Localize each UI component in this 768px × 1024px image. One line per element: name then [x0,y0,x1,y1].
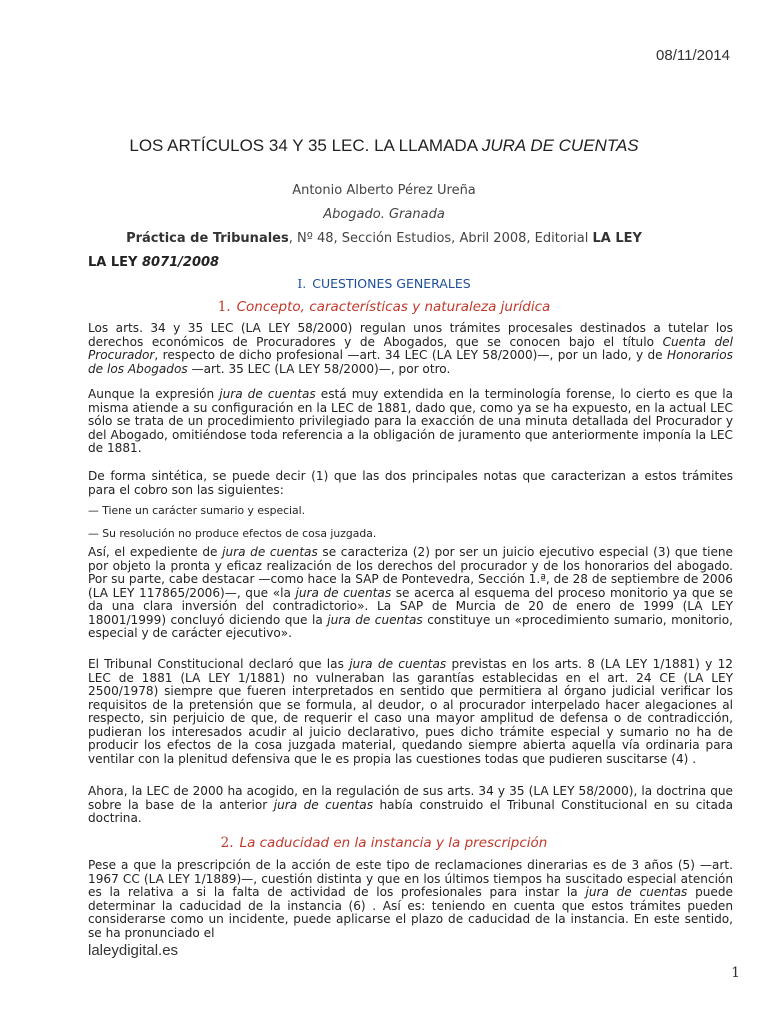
author-name: Antonio Alberto Pérez Ureña [292,183,476,198]
law-reference-prefix: LA LEY [88,255,142,270]
paragraph [88,785,733,826]
paragraph-italic: jura de cuentas [327,612,423,627]
section-heading [0,276,768,291]
paragraph [88,658,733,766]
publication-details: , Nº 48, Sección Estudios, Abril 2008, Editorial [288,231,593,246]
paragraph-text: Aunque la expresión [88,387,220,401]
paragraph: De forma sintética, se puede decir (1) que las dos principales notas que caracterizan a estos trámites para el cobro son las siguientes: [88,469,733,497]
paragraph-text: Así, el expediente de [88,545,223,559]
paragraph-text: constituye un «procedimiento sumario, monitorio, especial y de carácter ejecutivo». [88,612,733,640]
paragraph-text: se acerca al esquema del proceso monitorio ya que se da una clara inversión del contradictorio». La SAP de Murcia de 20 de enero de 1999 (LA LEY 18001/1999) concluyó diciendo que la [88,585,734,627]
paragraph-text: previstas en los arts. 8 (LA LEY 1/1881) y 12 LEC de 1881 (LA LEY 1/1881) no vulneraban las garantías establecidas en el art. 24 CE (LA LEY 2500/1978) siempre que fueren interpretados en sentido que permitiera al órgano judicial verificar los requisitos de la pretensión que se formula, al deudor, o al procurador interpelado hacer alegaciones al respecto, sin perjuicio de que, de requerir el caso una mayor amplitud de defensa o de contradicción, pudieran los interesados acudir al juicio declarativo, pues dicho trámite especial y sumario no ha de producir los efectos de la cosa juzgada material, quedando siempre abierta aquella vía ordinaria para ventilar con la plenitud defensiva que le es propia las cuestiones todas que pudieren suscitarse (4) . [88,657,733,766]
page-number: 1 [731,965,740,981]
author-role: Abogado. Granada [323,207,445,222]
paragraph-italic: jura de cuentas [585,885,688,899]
list-item: — Tiene un carácter sumario y especial. [88,504,306,517]
subsection-label: La caducidad en la instancia y la prescripción [239,835,548,851]
section-label: CUESTIONES GENERALES [312,276,471,291]
paragraph [88,322,733,376]
subsection-heading [0,299,768,315]
paragraph-text: Los arts. 34 y 35 LEC (LA LEY 58/2000) regulan unos trámites procesales destinados a tutelar los derechos económicos de Procuradores y de Abogados, que se conocen bajo el título [88,321,733,349]
paragraph-italic: Honorarios de los Abogados [88,348,733,376]
paragraph-italic: jura de cuentas [349,657,447,671]
paragraph [88,859,733,940]
paragraph-text: El Tribunal Constitucional declaró que las [88,657,350,671]
subsection-label: Concepto, características y naturaleza jurídica [236,299,551,315]
paragraph-italic: Cuenta del Procurador [88,334,733,362]
subsection-heading [0,835,768,851]
list-item: — Su resolución no produce efectos de cosa juzgada. [88,527,377,540]
publication-name: Práctica de Tribunales [126,231,289,246]
footer-site: laleydigital.es [88,942,179,959]
law-reference [88,255,219,270]
paragraph-italic: jura de cuentas [295,585,392,600]
header-date: 08/11/2014 [656,47,730,64]
paragraph [88,388,733,456]
subsection-number: 1. [217,299,231,315]
paragraph-italic: jura de cuentas [273,797,374,812]
paragraph-text: Pese a que la prescripción de la acción de este tipo de reclamaciones dinerarias es de 3 años (5) —art. 1967 CC (LA LEY 1/1889)—, cuestión distinta y que en los últimos tiempos ha suscitado especial atención es la relativa a si la falta de actividad de los profesionales para instar la [88,858,733,899]
paragraph-text: Ahora, la LEC de 2000 ha acogido, en la regulación de sus arts. 34 y 35 (LA LEY 58/2000), la doctrina que sobre la base de la anterior [88,784,733,812]
article-title [0,136,768,156]
publication-line [0,231,768,246]
paragraph-italic: jura de cuentas [219,387,316,401]
paragraph-italic: jura de cuentas [222,545,318,559]
section-number: I. [297,276,307,291]
law-reference-number: 8071/2008 [141,255,220,270]
subsection-number: 2. [220,835,234,851]
paragraph-text: puede determinar la caducidad de la instancia (6) . Así es: teniendo en cuenta que estos trámites pueden considerarse como un incidente, puede aplicarse el plazo de caducidad de la instancia. En este sentido, se ha pronunciado el [88,885,733,940]
paragraph-text: —art. 35 LEC (LA LEY 58/2000)—, por otro. [187,361,451,376]
title-italic: JURA DE CUENTAS [481,136,639,155]
paragraph-text: está muy extendida en la terminología forense, lo cierto es que la misma atiende a su configuración en la LEC de 1881, dado que, como ya se ha expuesto, en la actual LEC sólo se trata de un procedimiento privilegiado para la exacción de una minuta detallada del Procurador y del Abogado, omitiéndose toda referencia a la obligación de juramento que anteriormente imponía la LEC de 1881. [88,387,734,455]
title-text: LOS ARTÍCULOS 34 Y 35 LEC. LA LLAMADA [129,136,482,155]
paragraph-text: se caracteriza (2) por ser un juicio ejecutivo especial (3) que tiene por objeto la pronta y eficaz realización de los derechos del procurador y de los honorarios del abogado. Por su parte, cabe destacar —como hace la SAP de Pontevedra, Sección 1.ª, de 28 de septiembre de 2006 (LA LEY 117865/2006)—, que «la [88,545,733,600]
paragraph-text: había construido el Tribunal Constitucional en su citada doctrina. [88,797,733,825]
paragraph [88,546,733,641]
paragraph-text: , respecto de dicho profesional —art. 34 LEC (LA LEY 58/2000)—, por un lado, y de [154,348,668,362]
publication-editorial: LA LEY [592,231,642,246]
